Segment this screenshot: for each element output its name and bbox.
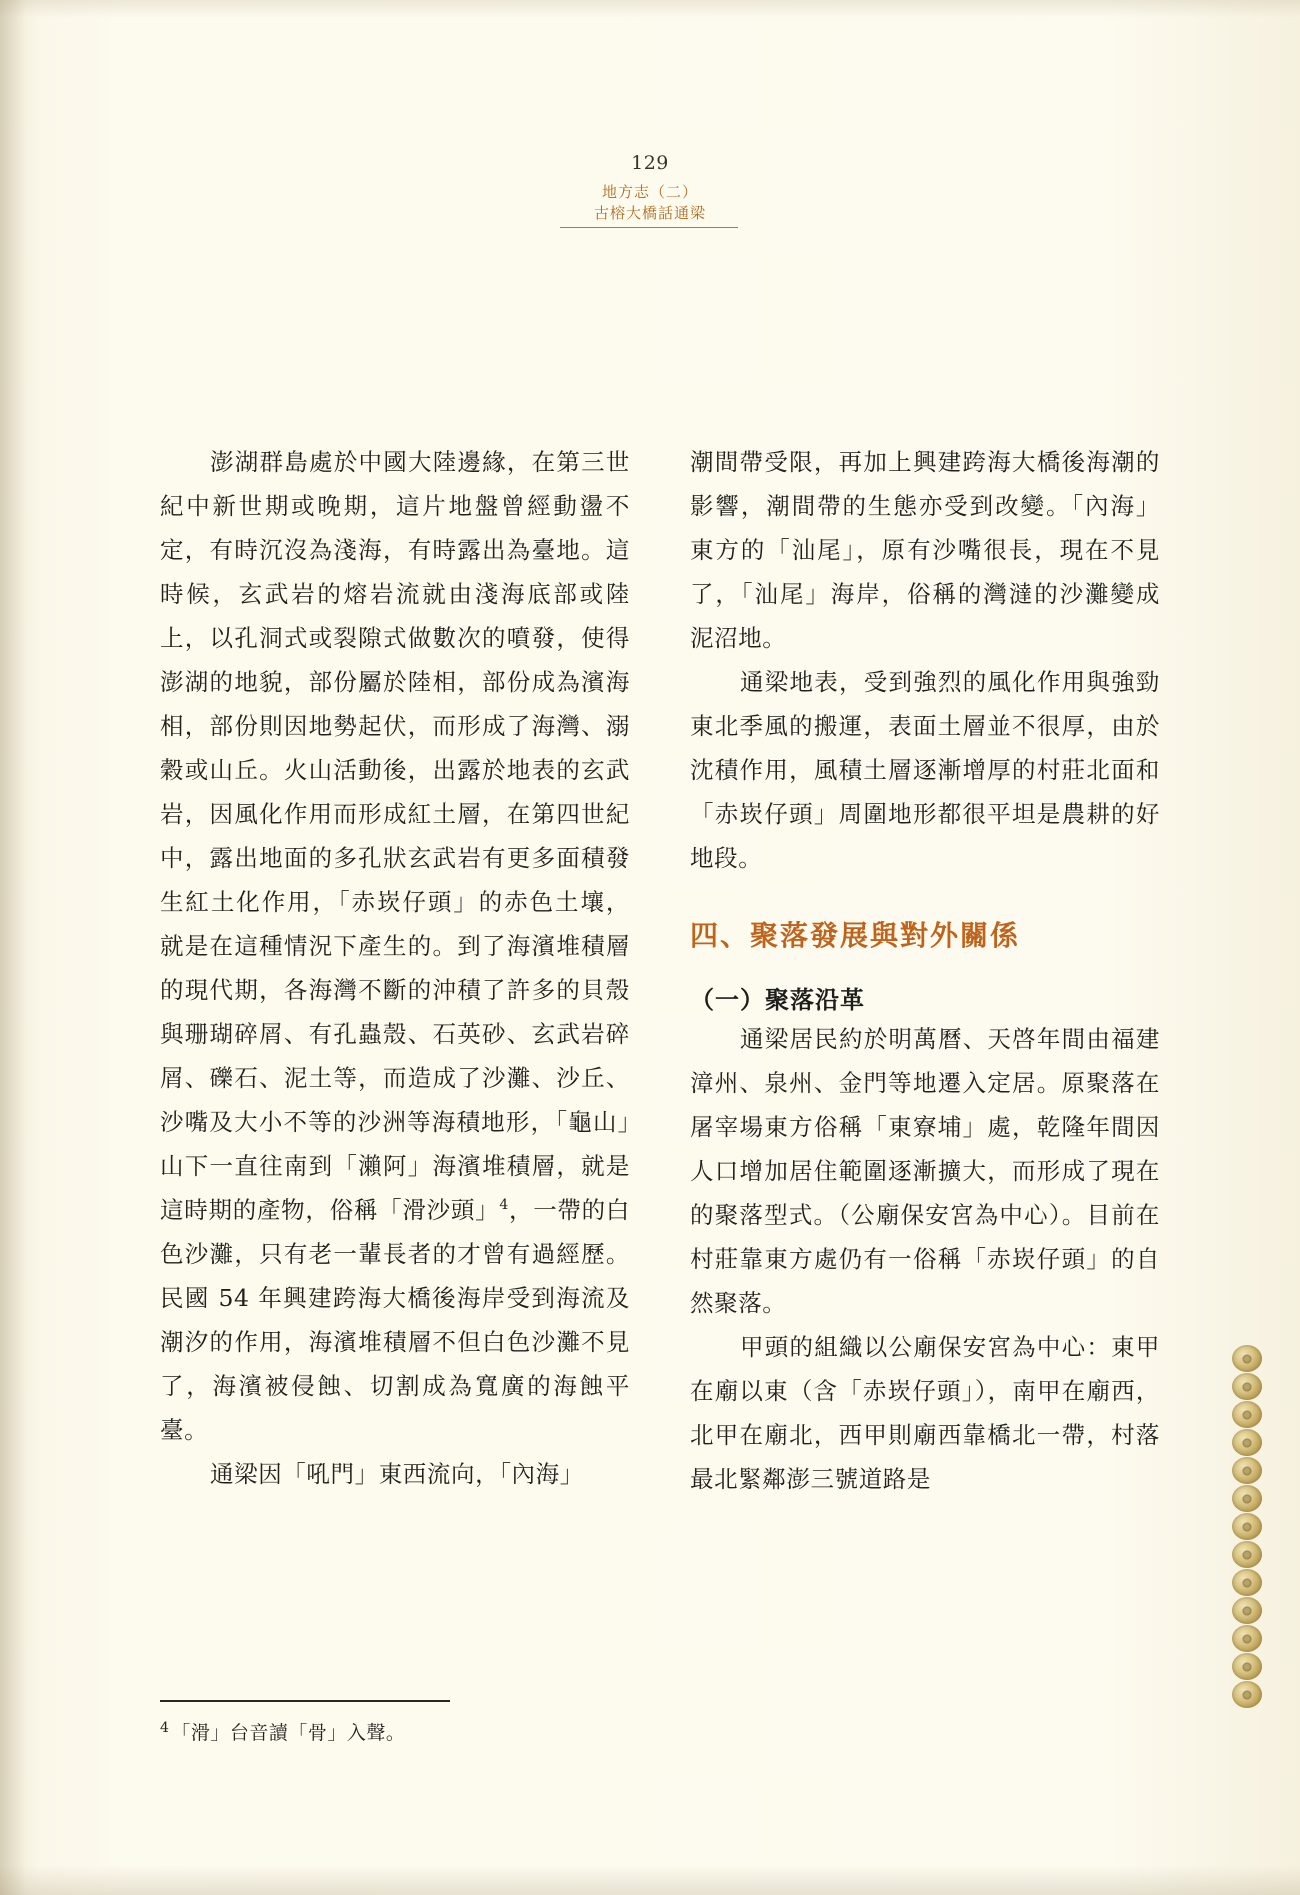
subsection-heading: （一）聚落沿革 [690,986,865,1014]
footnote-area [160,1700,630,1748]
bead-icon [1232,1485,1262,1512]
bead-icon [1232,1429,1262,1456]
paragraph: 通梁居民約於明萬曆、天啓年間由福建漳州、泉州、金門等地遷入定居。原聚落在屠宰場東方俗稱「東寮埔」處，乾隆年間因人口增加居住範圍逐漸擴大，而形成了現在的聚落型式。（公廟保安宮為中心）。目前在村莊靠東方處仍有一俗稱「赤崁仔頭」的自然聚落。 [690,1025,1160,1317]
decorative-bead-chain [1230,1345,1264,1708]
paragraph: 通梁地表，受到強烈的風化作用與強勁東北季風的搬運，表面土層並不很厚，由於沈積作用，風積土層逐漸增厚的村莊北面和「赤崁仔頭」周圍地形都很平坦是農耕的好地段。 [690,668,1160,872]
paragraph-text: 澎湖群島處於中國大陸邊緣，在第三世紀中新世期或晚期，這片地盤曾經動盪不定，有時沉沒為淺海，有時露出為臺地。這時候，玄武岩的熔岩流就由淺海底部或陸上，以孔洞式或裂隙式做數次的噴發，使得澎湖的地貌，部份屬於陸相，部份成為濱海相，部份則因地勢起伏，而形成了海灣、溺穀或山丘。火山活動後，出露於地表的玄武岩，因風化作用而形成紅土層，在第四世紀中，露出地面的多孔狀玄武岩有更多面積發生紅土化作用，「赤崁仔頭」的赤色土壤，就是在這種情況下產生的。到了海濱堆積層的現代期，各海灣不斷的沖積了許多的貝殼與珊瑚碎屑、有孔蟲殼、石英砂、玄武岩碎屑、礫石、泥土等，而造成了沙灘、沙丘、沙嘴及大小不等的沙洲等海積地形，「龜山」山下一直往南到「瀨阿」海濱堆積層，就是這時期的產物，俗稱「滑沙頭」 [160,448,630,1224]
bead-icon [1232,1345,1262,1372]
running-head [560,182,740,228]
bead-icon [1232,1457,1262,1484]
paragraph: 通梁因「吼門」東西流向，「內海」 [210,1460,584,1488]
bead-icon [1232,1373,1262,1400]
running-head-line1: 地方志（二） [601,183,698,201]
bead-icon [1232,1597,1262,1624]
paragraph: 甲頭的組織以公廟保安宮為中心：東甲在廟以東（含「赤崁仔頭」），南甲在廟西，北甲在廟北，西甲則廟西靠橋北一帶，村落最北緊鄰澎三號道路是 [690,1333,1160,1493]
paragraph: 潮間帶受限，再加上興建跨海大橋後海潮的影響，潮間帶的生態亦受到改變。「內海」東方的「汕尾」，原有沙嘴很長，現在不見了，「汕尾」海岸，俗稱的灣澾的沙灘變成泥沼地。 [690,448,1160,652]
left-column [160,440,630,1501]
footnote-number: 4 [160,1719,170,1736]
page-number: 129 [631,152,669,174]
footnote-separator [160,1700,450,1702]
bead-icon [1232,1653,1262,1680]
paragraph [160,440,630,1452]
bead-icon [1232,1513,1262,1540]
bead-icon [1232,1625,1262,1652]
section-heading: 四、聚落發展與對外關係 [690,919,1021,952]
paragraph-text-cont: ，一帶的白色沙灘，只有老一輩長者的才曾有過經歷。民國 54 年興建跨海大橋後海岸受到海流及潮汐的作用，海濱堆積層不但白色沙灘不見了，海濱被侵蝕、切割成為寬廣的海蝕平臺。 [160,1196,631,1444]
footnote-body: 「滑」台音讀「骨」入聲。 [171,1722,406,1744]
bead-icon [1232,1569,1262,1596]
footnote [160,1718,630,1748]
running-head-rule [560,227,738,228]
two-column-body [160,440,1160,1501]
right-column [690,440,1160,1501]
running-head-line2: 古榕大橋話通梁 [593,204,706,222]
bead-icon [1232,1541,1262,1568]
bead-icon [1232,1681,1262,1708]
footnote-marker: 4 [499,1197,509,1214]
bead-icon [1232,1401,1262,1428]
